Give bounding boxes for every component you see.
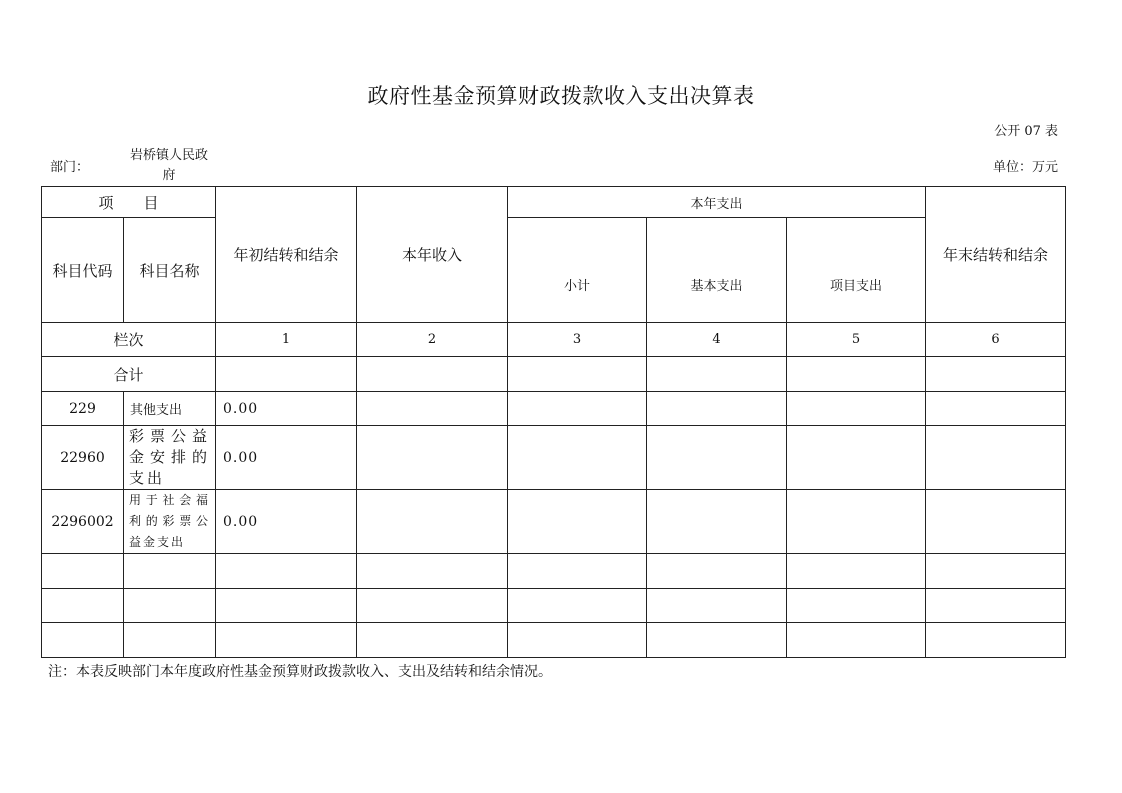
- cell-value: [926, 392, 1066, 426]
- column-index: 6: [926, 323, 1066, 357]
- column-index: 4: [647, 323, 787, 357]
- cell-value: [647, 623, 787, 658]
- subject-code: [42, 623, 124, 658]
- total-value: [357, 357, 508, 392]
- cell-value: [926, 426, 1066, 490]
- subject-name: [124, 623, 216, 658]
- total-label: 合计: [42, 357, 216, 392]
- cell-value: [647, 589, 787, 623]
- column-index: 3: [508, 323, 647, 357]
- column-index: 5: [787, 323, 926, 357]
- table-note: 注：本表反映部门本年度政府性基金预算财政拨款收入、支出及结转和结余情况。: [48, 664, 552, 680]
- cell-value: [357, 589, 508, 623]
- table-row: [42, 623, 1066, 658]
- cell-value: [216, 623, 357, 658]
- column-index: 2: [357, 323, 508, 357]
- header-subtotal: 小计: [508, 218, 647, 323]
- department-label: 部门：: [50, 160, 90, 175]
- cell-value: [357, 623, 508, 658]
- cell-value: [647, 392, 787, 426]
- table-row: [42, 426, 1066, 490]
- column-index-row: [42, 323, 1066, 357]
- cell-value: [926, 490, 1066, 554]
- header-current-income: 本年收入: [357, 187, 508, 323]
- subject-name: 彩票公益金安排的支出: [124, 426, 216, 490]
- header-row-2: [42, 218, 1066, 323]
- cell-value: [508, 490, 647, 554]
- cell-value: [926, 554, 1066, 589]
- cell-value: [787, 554, 926, 589]
- subject-code: 22960: [42, 426, 124, 490]
- subject-code: 229: [42, 392, 124, 426]
- table-row: [42, 554, 1066, 589]
- subject-name: [124, 554, 216, 589]
- cell-value: [647, 554, 787, 589]
- subject-code: 2296002: [42, 490, 124, 554]
- cell-value: [787, 426, 926, 490]
- header-opening-balance: 年初结转和结余: [216, 187, 357, 323]
- department-name: 岩桥镇人民政府: [129, 148, 208, 183]
- total-value: [647, 357, 787, 392]
- header-current-expenditure: 本年支出: [508, 187, 926, 218]
- subject-name: [124, 589, 216, 623]
- header-project-expenditure: 项目支出: [787, 218, 926, 323]
- total-row: [42, 357, 1066, 392]
- cell-value: [787, 623, 926, 658]
- cell-value: [357, 426, 508, 490]
- cell-value: [508, 392, 647, 426]
- cell-value: 0.00: [216, 490, 357, 554]
- cell-value: [508, 554, 647, 589]
- cell-value: [357, 490, 508, 554]
- table-row: [42, 392, 1066, 426]
- cell-value: [926, 589, 1066, 623]
- cell-value: [787, 589, 926, 623]
- cell-value: [647, 426, 787, 490]
- subject-name: 用于社会福利的彩票公益金支出: [124, 490, 216, 554]
- header-subject-name: 科目名称: [124, 218, 216, 323]
- total-value: [926, 357, 1066, 392]
- form-code: 公开 07 表: [994, 124, 1058, 139]
- cell-value: [926, 623, 1066, 658]
- cell-value: [787, 392, 926, 426]
- cell-value: [787, 490, 926, 554]
- total-value: [508, 357, 647, 392]
- header-closing-balance: 年末结转和结余: [926, 187, 1066, 323]
- total-value: [787, 357, 926, 392]
- subject-name: 其他支出: [124, 392, 216, 426]
- cell-value: [508, 426, 647, 490]
- cell-value: [647, 490, 787, 554]
- header-basic-expenditure: 基本支出: [647, 218, 787, 323]
- budget-table: [41, 186, 1066, 658]
- unit-label: 单位：万元: [992, 160, 1058, 175]
- column-index-label: 栏次: [42, 323, 216, 357]
- table-row: [42, 589, 1066, 623]
- header-item: 项 目: [42, 187, 216, 218]
- cell-value: [508, 623, 647, 658]
- total-value: [216, 357, 357, 392]
- cell-value: [508, 589, 647, 623]
- page-title: 政府性基金预算财政拨款收入支出决算表: [367, 84, 755, 108]
- cell-value: [216, 554, 357, 589]
- cell-value: 0.00: [216, 392, 357, 426]
- header-subject-code: 科目代码: [42, 218, 124, 323]
- cell-value: [216, 589, 357, 623]
- column-index: 1: [216, 323, 357, 357]
- subject-code: [42, 554, 124, 589]
- header-row-1: [42, 187, 1066, 218]
- cell-value: [357, 392, 508, 426]
- cell-value: [357, 554, 508, 589]
- cell-value: 0.00: [216, 426, 357, 490]
- table-row: [42, 490, 1066, 554]
- subject-code: [42, 589, 124, 623]
